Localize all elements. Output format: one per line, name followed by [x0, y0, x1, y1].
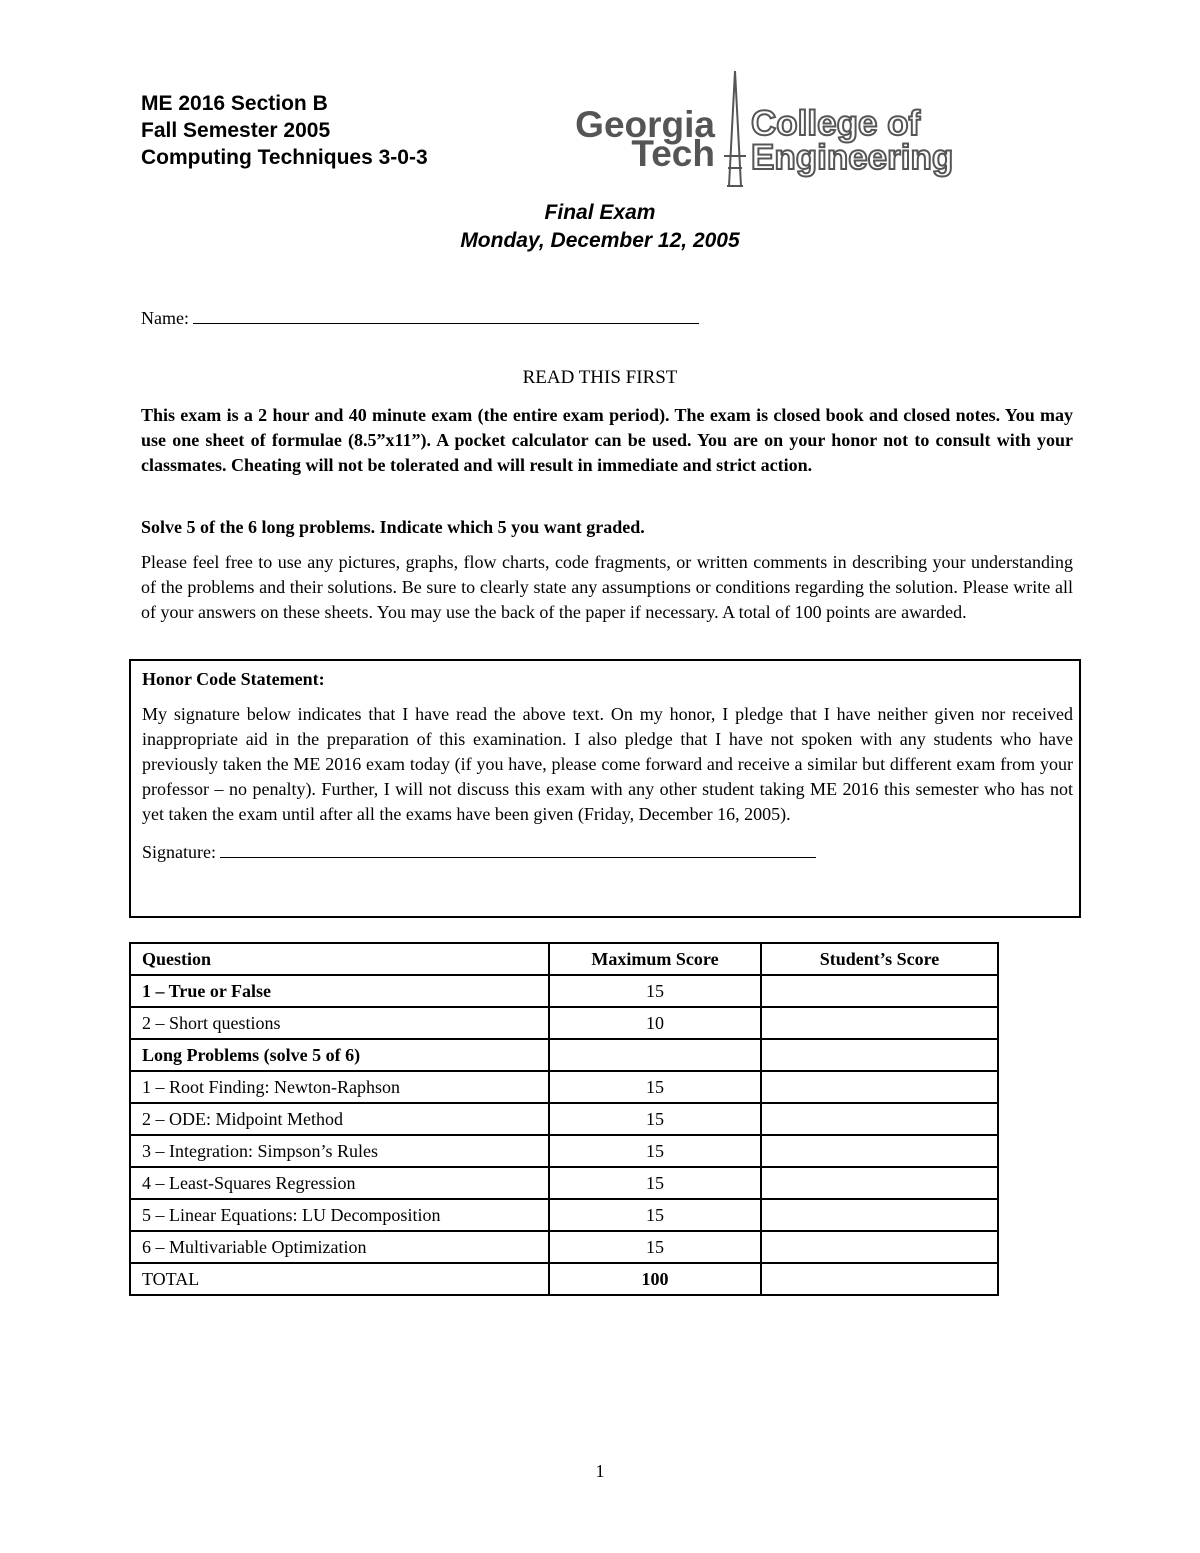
honor-code-box: [129, 659, 1081, 918]
course-title: Computing Techniques 3-0-3: [141, 146, 428, 169]
student-score-cell[interactable]: [761, 1071, 998, 1103]
name-field-row: [141, 305, 699, 329]
max-score-cell: 15: [549, 1167, 761, 1199]
question-cell: 4 – Least-Squares Regression: [130, 1167, 549, 1199]
question-cell: 5 – Linear Equations: LU Decomposition: [130, 1199, 549, 1231]
question-cell: 1 – True or False: [130, 975, 549, 1007]
student-score-cell[interactable]: [761, 1167, 998, 1199]
course-section: ME 2016 Section B: [141, 92, 328, 115]
course-info: [141, 90, 428, 171]
student-score-cell[interactable]: [761, 1135, 998, 1167]
max-score-cell: 100: [549, 1263, 761, 1295]
name-blank-line[interactable]: [193, 305, 699, 324]
question-cell: 3 – Integration: Simpson’s Rules: [130, 1135, 549, 1167]
max-score-cell: 15: [549, 1231, 761, 1263]
signature-field-row: [142, 839, 1073, 865]
logo-tower-icon: [724, 71, 746, 186]
student-score-cell[interactable]: [761, 1103, 998, 1135]
page-number: 1: [595, 1461, 605, 1481]
question-cell: 2 – Short questions: [130, 1007, 549, 1039]
exam-date: Monday, December 12, 2005: [460, 229, 740, 252]
general-instructions-paragraph: Please feel free to use any pictures, graphs, flow charts, code fragments, or written comments in describing your understanding of the problems and their solutions. Be sure to clearly state any assumptions or conditions regarding the solution. Please write all of your answers on these sheets. You may use the back of the paper if necessary. A total of 100 points are awarded.: [141, 552, 1073, 622]
signature-label: Signature:: [142, 842, 216, 862]
logo-engineering-text: Engineering: [751, 138, 954, 177]
question-cell: TOTAL: [130, 1263, 549, 1295]
score-table-header-row: [130, 943, 998, 975]
exam-rules-paragraph: This exam is a 2 hour and 40 minute exam (the entire exam period). The exam is closed book and closed notes. You may use one sheet of formulae (8.5”x11”). A pocket calculator can be used. You are on your honor not to consult with your classmates. Cheating will not be tolerated and will result in immediate and strict action.: [141, 405, 1073, 475]
solve-instruction: Solve 5 of the 6 long problems. Indicate which 5 you want graded.: [141, 517, 645, 537]
student-score-cell[interactable]: [761, 1231, 998, 1263]
max-score-cell: 10: [549, 1007, 761, 1039]
name-label: Name:: [141, 308, 189, 328]
header-students-score: Student’s Score: [761, 943, 998, 975]
max-score-cell: 15: [549, 975, 761, 1007]
table-row: [130, 1039, 998, 1071]
honor-code-text: My signature below indicates that I have read the above text. On my honor, I pledge that I have neither given nor received inappropriate aid in the preparation of this examination. I also pledge that I have not spoken with any students who have previously taken the ME 2016 exam today (if you have, please come forward and receive a similar but different exam from your professor – no penalty). Further, I will not discuss this exam with any other student taking ME 2016 this semester who has not yet taken the exam until after all the exams have been given (Friday, December 16, 2005).: [142, 704, 1073, 824]
header-question: Question: [130, 943, 549, 975]
student-score-cell[interactable]: [761, 975, 998, 1007]
logo-tech-text: Tech: [631, 133, 715, 174]
max-score-cell: 15: [549, 1071, 761, 1103]
table-row: [130, 1231, 998, 1263]
question-cell: 2 – ODE: Midpoint Method: [130, 1103, 549, 1135]
max-score-cell: 15: [549, 1103, 761, 1135]
question-cell: 1 – Root Finding: Newton-Raphson: [130, 1071, 549, 1103]
georgia-tech-college-of-engineering-logo: [552, 68, 1004, 193]
max-score-cell: 15: [549, 1135, 761, 1167]
score-table: [129, 942, 999, 1296]
student-score-cell[interactable]: [761, 1199, 998, 1231]
table-row: [130, 1103, 998, 1135]
table-row: [130, 1167, 998, 1199]
honor-code-title: Honor Code Statement:: [142, 669, 325, 689]
question-cell: 6 – Multivariable Optimization: [130, 1231, 549, 1263]
read-this-first-heading: READ THIS FIRST: [522, 367, 678, 388]
max-score-cell: 15: [549, 1199, 761, 1231]
table-row: [130, 1071, 998, 1103]
max-score-cell: [549, 1039, 761, 1071]
student-score-cell[interactable]: [761, 1039, 998, 1071]
table-row: [130, 1007, 998, 1039]
table-row-total: [130, 1263, 998, 1295]
signature-blank-line[interactable]: [220, 839, 816, 858]
table-row: [130, 1199, 998, 1231]
table-row: [130, 975, 998, 1007]
logo-college-of-text: College of: [751, 104, 921, 143]
student-score-cell[interactable]: [761, 1263, 998, 1295]
table-row: [130, 1135, 998, 1167]
student-score-cell[interactable]: [761, 1007, 998, 1039]
header-maximum-score: Maximum Score: [549, 943, 761, 975]
exam-title: Final Exam: [544, 201, 656, 224]
question-cell: Long Problems (solve 5 of 6): [130, 1039, 549, 1071]
course-semester: Fall Semester 2005: [141, 119, 331, 142]
logo-georgia-text: Georgia: [575, 104, 715, 145]
